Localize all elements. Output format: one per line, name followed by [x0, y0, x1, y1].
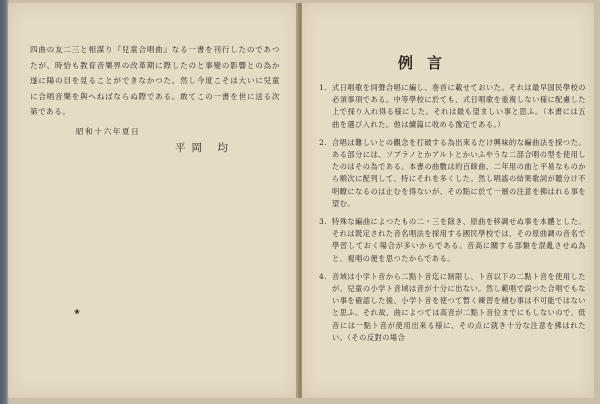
note-number: 2.: [319, 137, 327, 147]
note-text: 音域は小学ト音から二點ト音迄に制限し、ト音以下の二點ト音を使用したが、兒童の小学ト音域は音が十分に出ない。然し範唱で誤つた合唱でもない事を確認した後、小学ト音を使つて暫く練習を積む事は不可能ではないと思ふ。それ故、曲によつては高音が二點ト音位までにもしないので、低音には一點ト音が使用出來る様に、その点に就き十分な注意を拂はれたい。（その反對の場合: [332, 271, 586, 342]
list-item: [310, 82, 586, 131]
list-item: [310, 271, 586, 344]
list-item: [310, 137, 586, 210]
note-text: 式日唱歌を同聲合唱に編し、巻首に載せておいた。それは最早国民學校の必須事項である。中等學校に於ても、式日唱歌を重複しない様に配慮した上で採り入れ得る様にした。それは最も望ましい事と思ふ。（本書には五曲を選び入れた。他は續篇に收める豫定である。）: [332, 83, 586, 129]
preface-author: 平岡 均: [175, 142, 234, 154]
explanatory-notes-list: [310, 82, 586, 350]
preface-closing-paragraph: [30, 42, 280, 120]
preface-paragraph: 四曲の友二三と相謀り『兒童合唱曲』なる一書を刊行したのであつたが、時恰も教育音樂界の改革期に際したのと事變の影響との為か遂に陽の目を見ることができなかつた。然し今度こそは大いに兒童に合唱音樂を與へねばならぬ際である。敢てこの一書を世に送る次第である。: [30, 45, 280, 116]
list-item: [310, 216, 586, 265]
note-number: 3.: [319, 217, 327, 227]
flower-mark-icon: ❀: [74, 308, 80, 316]
preface-date: 昭和十六年夏日: [76, 127, 141, 136]
note-text: 特殊な編曲によつたもの二・三を除き、原曲を移調せぬ事を本體とした。それは既定された音名唱法を採用する國民學校では、その原曲調の音名で學習しておく場合が多いからである。音高に關する部類を混亂させぬ為と、視唱の便を思つたからである。: [332, 217, 586, 263]
note-text: 合唱は難しいとの觀念を打破する為出來るだけ興味的な編曲法を採つた。ある部分には、ソプラノとかアルトとかいふやうな二部合唱の型を使用したのはその為である。本書の曲數は約百餘曲、二年用の曲と平易なものから順次に配列して、特にそれを多くした。然し唱謠の結果歌詞が聴分け不明瞭になるのは止むを得ないが、その點に於て一層の注意を拂はれる事を望む。: [332, 137, 586, 208]
page-title: 例言: [398, 54, 457, 72]
note-number: 4.: [319, 271, 327, 281]
note-number: 1.: [319, 83, 327, 92]
